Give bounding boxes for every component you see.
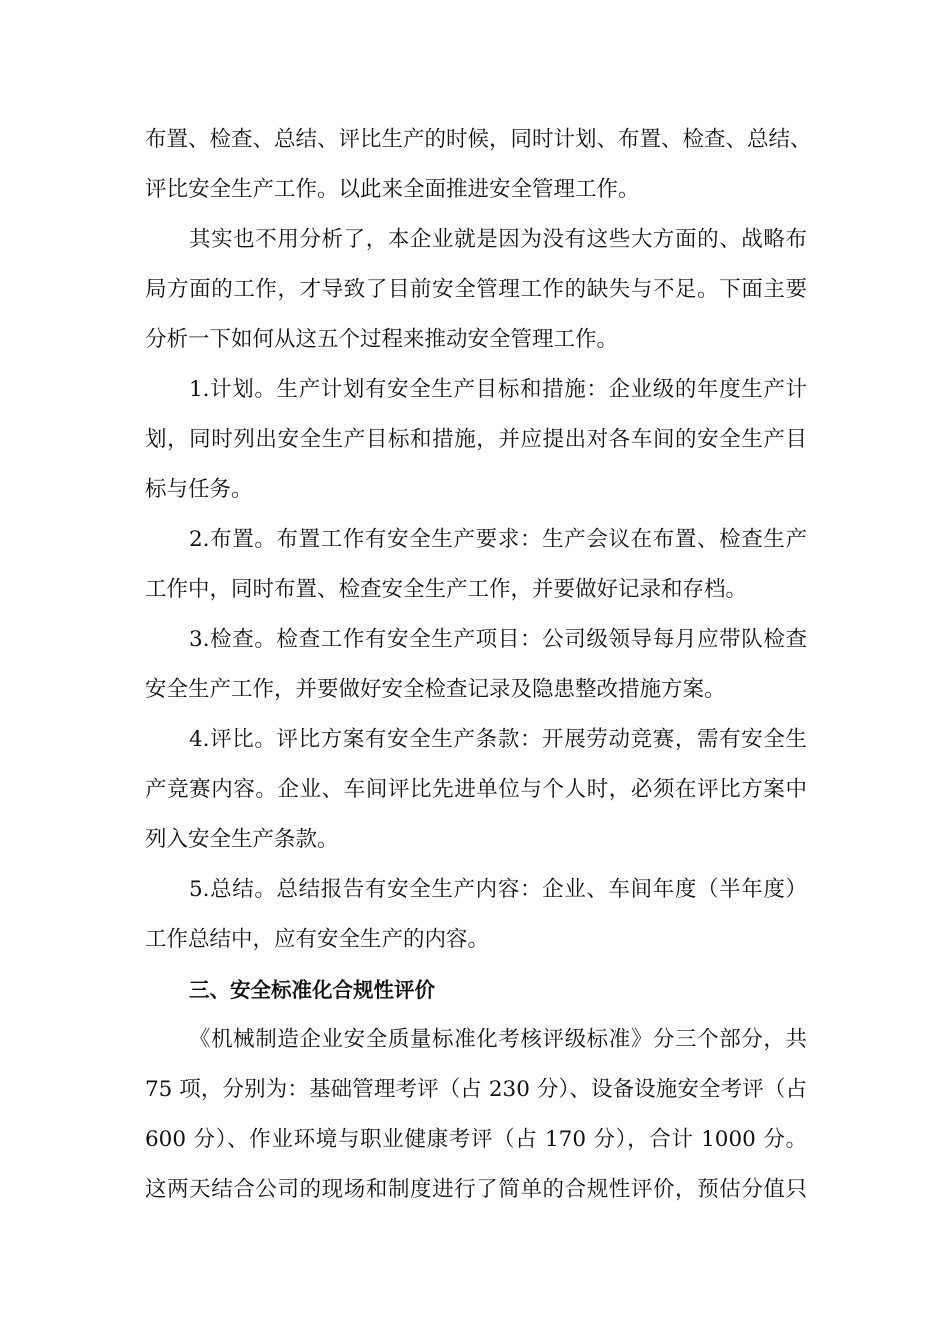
paragraph-line: 这两天结合公司的现场和制度进行了简单的合规性评价，预估分值只: [145, 1177, 807, 1202]
paragraph-line: 3.检查。检查工作有安全生产项目：公司级领导每月应带队检查: [189, 627, 807, 652]
paragraph-line: 4.评比。评比方案有安全生产条款：开展劳动竞赛，需有安全生: [189, 727, 807, 752]
paragraph-line: 工作总结中，应有安全生产的内容。: [145, 927, 490, 952]
paragraph-line: 75 项，分别为：基础管理考评（占 230 分）、设备设施安全考评（占: [145, 1077, 807, 1102]
paragraph-line: 600 分）、作业环境与职业健康考评（占 170 分），合计 1000 分。: [145, 1127, 807, 1152]
section-heading: 三、安全标准化合规性评价: [189, 978, 435, 1002]
paragraph-line: 1.计划。生产计划有安全生产目标和措施：企业级的年度生产计: [189, 377, 807, 402]
paragraph-line: 5.总结。总结报告有安全生产内容：企业、车间年度（半年度）: [189, 877, 807, 902]
paragraph-line: 评比安全生产工作。以此来全面推进安全管理工作。: [145, 177, 640, 202]
paragraph-line: 产竞赛内容。企业、车间评比先进单位与个人时，必须在评比方案中: [145, 777, 807, 802]
paragraph-line: 工作中，同时布置、检查安全生产工作，并要做好记录和存档。: [145, 577, 748, 602]
paragraph-line: 其实也不用分析了，本企业就是因为没有这些大方面的、战略布: [189, 227, 807, 252]
paragraph-line: 划，同时列出安全生产目标和措施，并应提出对各车间的安全生产目: [145, 427, 807, 452]
paragraph-line: 2.布置。布置工作有安全生产要求：生产会议在布置、检查生产: [189, 527, 807, 552]
document-body: [145, 115, 812, 1215]
paragraph-line: 列入安全生产条款。: [145, 827, 339, 852]
paragraph-line: 《机械制造企业安全质量标准化考核评级标准》分三个部分，共: [189, 1027, 807, 1052]
paragraph-line: 分析一下如何从这五个过程来推动安全管理工作。: [145, 327, 619, 352]
paragraph-line: 局方面的工作，才导致了目前安全管理工作的缺失与不足。下面主要: [145, 277, 807, 302]
paragraph-line: 布置、检查、总结、评比生产的时候，同时计划、布置、检查、总结、: [145, 127, 812, 152]
paragraph-line: 标与任务。: [145, 477, 253, 502]
paragraph-line: 安全生产工作，并要做好安全检查记录及隐患整改措施方案。: [145, 677, 726, 702]
